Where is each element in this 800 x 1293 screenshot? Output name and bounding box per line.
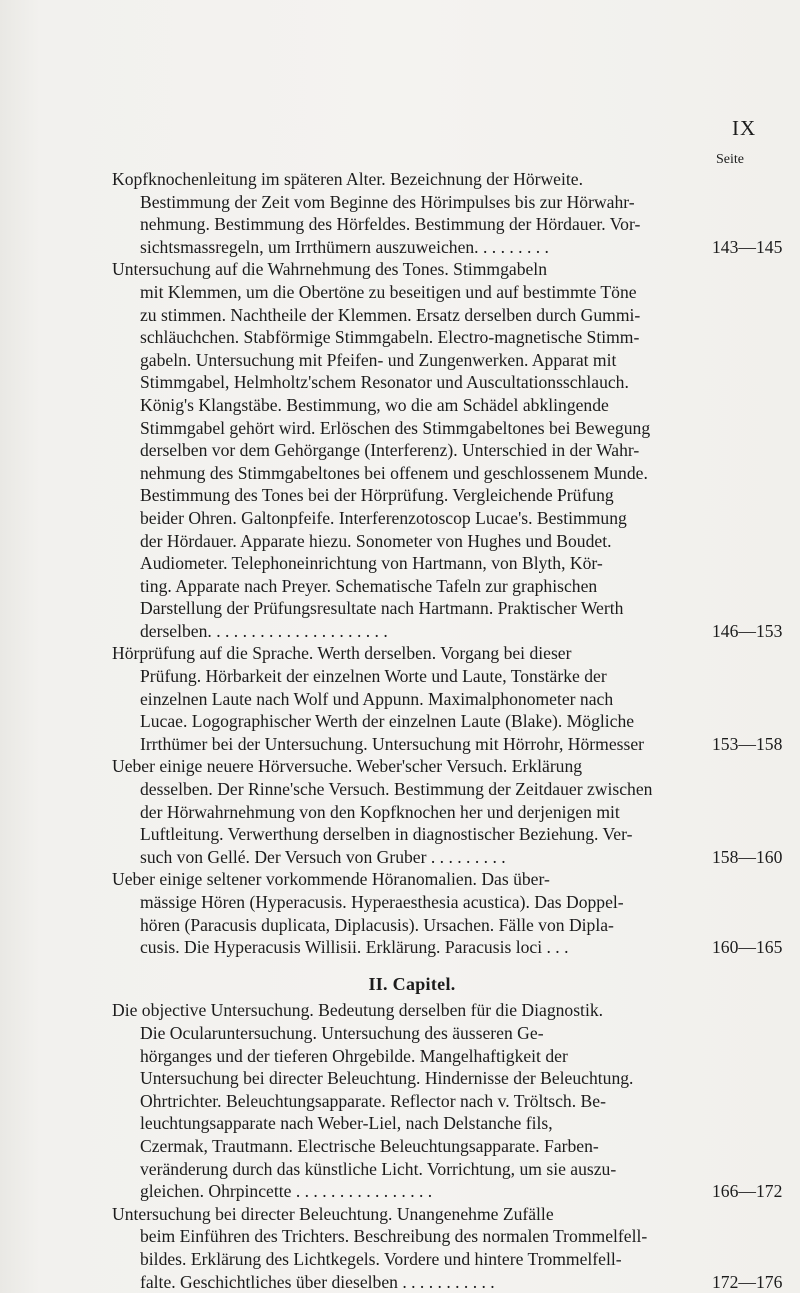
toc-entry	[112, 868, 783, 958]
page-range: 158—160	[712, 846, 783, 867]
page-range: 160—165	[712, 937, 783, 958]
toc-entry	[112, 642, 783, 755]
toc-line: der Hördauer. Apparate hiezu. Sonometer von Hughes und Boudet.	[140, 530, 612, 551]
toc-line: Bestimmung der Zeit vom Beginne des Hörimpulses bis zur Hörwahr-	[140, 191, 635, 212]
toc-line: veränderung durch das künstliche Licht. Vorrichtung, um sie auszu-	[140, 1158, 617, 1179]
toc-line: König's Klangstäbe. Bestimmung, wo die am Schädel abklingende	[140, 394, 609, 415]
toc-line: Bestimmung des Tones bei der Hörprüfung. Vergleichende Prüfung	[140, 485, 614, 506]
toc-line: Hörprüfung auf die Sprache. Werth derselben. Vorgang bei dieser	[112, 643, 572, 664]
toc-entry	[112, 258, 783, 642]
toc-entry	[112, 755, 783, 868]
seite-column-label: Seite	[716, 152, 744, 167]
toc-entry	[112, 168, 783, 258]
toc-line: gleichen. Ohrpincette . . . . . . . . . . . . . . . .	[140, 1181, 433, 1202]
toc-line: hörganges und der tieferen Ohrgebilde. Mangelhaftigkeit der	[140, 1045, 568, 1066]
page-range: 166—172	[712, 1181, 783, 1202]
toc-line: Untersuchung bei directer Beleuchtung. Hindernisse der Beleuchtung.	[140, 1068, 634, 1089]
toc-line: nehmung des Stimmgabeltones bei offenem und geschlossenem Munde.	[140, 462, 648, 483]
page-number: IX	[732, 116, 757, 140]
toc-line: gabeln. Untersuchung mit Pfeifen- und Zungenwerken. Apparat mit	[140, 349, 617, 370]
toc-line: leuchtungsapparate nach Weber-Liel, nach Delstanche fils,	[140, 1113, 553, 1134]
toc-line: beider Ohren. Galtonpfeife. Interferenzotoscop Lucae's. Bestimmung	[140, 507, 627, 528]
toc-line: sichtsmassregeln, um Irrthümern auszuweichen. . . . . . . . .	[140, 236, 549, 257]
toc-line: Kopfknochenleitung im späteren Alter. Bezeichnung der Hörweite.	[112, 169, 583, 189]
page-range: 146—153	[712, 620, 783, 641]
toc-line: bildes. Erklärung des Lichtkegels. Vordere und hintere Trommelfell-	[140, 1248, 622, 1269]
toc-line: Audiometer. Telephoneinrichtung von Hartmann, von Blyth, Kör-	[140, 553, 603, 574]
toc-line: hören (Paracusis duplicata, Diplacusis). Ursachen. Fälle von Dipla-	[140, 914, 614, 935]
toc-line: Stimmgabel, Helmholtz'schem Resonator und Auscultationsschlauch.	[140, 372, 629, 393]
toc-line: schläuchchen. Stabförmige Stimmgabeln. Electro-magnetische Stimm-	[140, 327, 640, 348]
page-range: 153—158	[712, 733, 783, 754]
toc-line: Die objective Untersuchung. Bedeutung derselben für die Diagnostik.	[112, 1000, 604, 1021]
toc-line: Czermak, Trautmann. Electrische Beleuchtungsapparate. Farben-	[140, 1135, 599, 1156]
toc-line: Ohrtrichter. Beleuchtungsapparate. Reflector nach v. Tröltsch. Be-	[140, 1090, 606, 1111]
toc-entry	[112, 999, 783, 1202]
page-range: 172—176	[712, 1271, 783, 1292]
toc-line: Ueber einige neuere Hörversuche. Weber'scher Versuch. Erklärung	[112, 756, 583, 777]
toc-entry	[112, 1203, 783, 1293]
toc-line: mit Klemmen, um die Obertöne zu beseitigen und auf bestimmte Töne	[140, 281, 637, 302]
toc-line: Luftleitung. Verwerthung derselben in diagnostischer Beziehung. Ver-	[140, 824, 633, 845]
toc-line: der Hörwahrnehmung von den Kopfknochen her und derjenigen mit	[140, 801, 620, 822]
toc-line: ting. Apparate nach Preyer. Schematische Tafeln zur graphischen	[140, 575, 598, 596]
toc-line: mässige Hören (Hyperacusis. Hyperaesthesia acustica). Das Doppel-	[140, 892, 624, 912]
toc-line: einzelnen Laute nach Wolf und Appunn. Maximalphonometer nach	[140, 688, 614, 709]
toc-line: cusis. Die Hyperacusis Willisii. Erklärung. Paracusis loci . . .	[140, 937, 569, 958]
toc-line: derselben vor dem Gehörgange (Interferenz). Unterschied in der Wahr-	[140, 440, 640, 461]
toc-line: beim Einführen des Trichters. Beschreibung des normalen Trommelfell-	[140, 1226, 648, 1247]
toc-line: falte. Geschichtliches über dieselben . . . . . . . . . . .	[140, 1271, 495, 1292]
toc-line: derselben. . . . . . . . . . . . . . . . . . . . .	[140, 620, 388, 641]
table-of-contents	[112, 168, 783, 1293]
toc-line: nehmung. Bestimmung des Hörfeldes. Bestimmung der Hördauer. Vor-	[140, 214, 641, 235]
toc-line: Prüfung. Hörbarkeit der einzelnen Worte und Laute, Tonstärke der	[140, 666, 607, 687]
toc-line: Stimmgabel gehört wird. Erlöschen des Stimmgabeltones bei Bewegung	[140, 417, 651, 438]
toc-line: such von Gellé. Der Versuch von Gruber . . . . . . . . .	[140, 846, 506, 867]
toc-line: Untersuchung bei directer Beleuchtung. Unangenehme Zufälle	[112, 1203, 554, 1224]
toc-line: Irrthümer bei der Untersuchung. Untersuchung mit Hörrohr, Hörmesser	[140, 733, 644, 754]
toc-line: zu stimmen. Nachtheile der Klemmen. Ersatz derselben durch Gummi-	[140, 304, 641, 325]
chapter-heading: II. Capitel.	[368, 973, 456, 994]
toc-line: Untersuchung auf die Wahrnehmung des Tones. Stimmgabeln	[112, 259, 547, 280]
toc-line: Die Ocularuntersuchung. Untersuchung des äusseren Ge-	[140, 1022, 544, 1043]
page-range: 143—145	[712, 236, 783, 257]
toc-line: Lucae. Logographischer Werth der einzelnen Laute (Blake). Mögliche	[140, 711, 635, 732]
toc-line: Darstellung der Prüfungsresultate nach Hartmann. Praktischer Werth	[140, 598, 624, 619]
toc-line: Ueber einige seltener vorkommende Höranomalien. Das über-	[112, 869, 550, 890]
toc-line: desselben. Der Rinne'sche Versuch. Bestimmung der Zeitdauer zwischen	[140, 779, 653, 800]
